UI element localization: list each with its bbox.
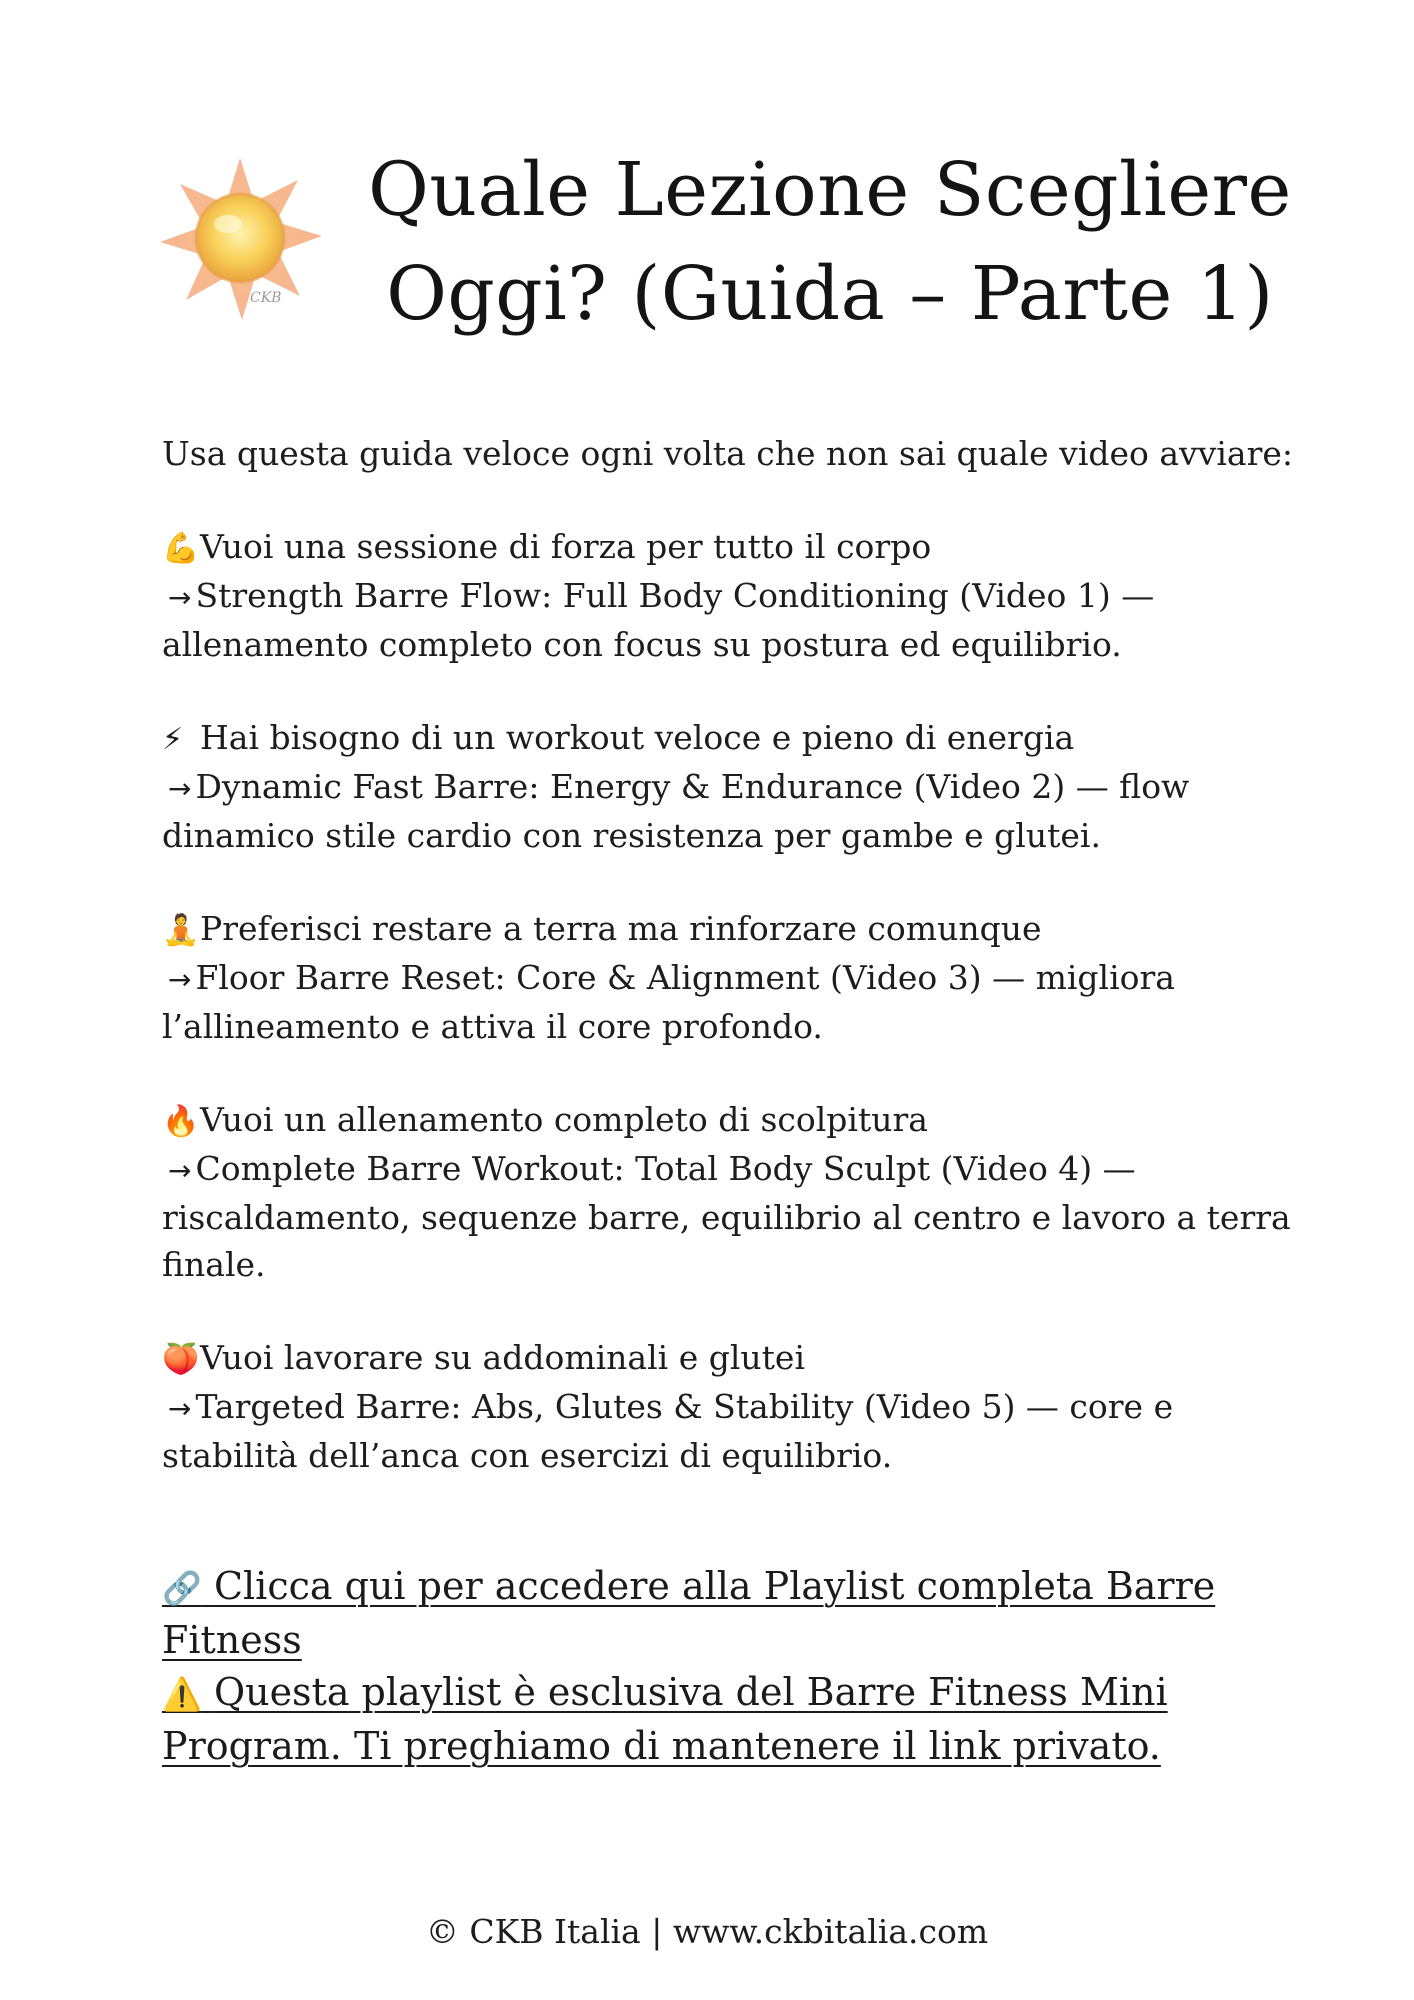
- link-icon: 🔗: [162, 1569, 202, 1607]
- title-line-1: Quale Lezione Scegliere: [368, 147, 1292, 233]
- warning-icon: ⚠️: [162, 1675, 202, 1713]
- footer-copyright: © CKB Italia | www.ckbitalia.com: [425, 1912, 989, 1951]
- item-question: Hai bisogno di un workout veloce e pieno di energia: [200, 718, 1075, 757]
- flexed-biceps-icon: 💪: [162, 531, 200, 566]
- fire-icon: 🔥: [162, 1104, 200, 1139]
- arrow-right-icon: →: [168, 581, 192, 614]
- logo-signature: CKB: [250, 290, 282, 306]
- item-answer: Targeted Barre: Abs, Glutes & Stability (Video 5) — core e stabilità dell’anca con esercizi di equilibrio.: [162, 1387, 1174, 1475]
- playlist-section: [162, 1560, 1262, 1772]
- peach-icon: 🍑: [162, 1342, 200, 1377]
- page-title: [360, 138, 1300, 346]
- intro-text: Usa questa guida veloce ogni volta che non sai quale video avviare:: [162, 434, 1293, 473]
- item-question: Vuoi una sessione di forza per tutto il corpo: [200, 527, 932, 566]
- item-question: Preferisci restare a terra ma rinforzare comunque: [200, 909, 1042, 948]
- playlist-link[interactable]: [162, 1564, 1215, 1662]
- guide-item-5: [162, 1334, 1302, 1479]
- guide-item-1: [162, 523, 1302, 668]
- privacy-warning: [162, 1670, 1168, 1768]
- arrow-right-icon: →: [168, 963, 192, 996]
- guide-content: [162, 430, 1302, 1525]
- item-answer: Strength Barre Flow: Full Body Conditioning (Video 1) — allenamento completo con focus su postura ed equilibrio.: [162, 576, 1155, 664]
- item-answer: Complete Barre Workout: Total Body Sculpt (Video 4) — riscaldamento, sequenze barre, equilibrio al centro e lavoro a terra finale.: [162, 1149, 1291, 1284]
- lightning-icon: ⚡: [162, 722, 184, 757]
- title-line-2: Oggi? (Guida – Parte 1): [386, 251, 1274, 337]
- arrow-right-icon: →: [168, 1392, 192, 1425]
- guide-item-4: [162, 1096, 1302, 1288]
- meditation-icon: 🧘: [162, 913, 200, 948]
- arrow-right-icon: →: [168, 772, 192, 805]
- item-question: Vuoi un allenamento completo di scolpitura: [200, 1100, 928, 1139]
- arrow-right-icon: →: [168, 1154, 192, 1187]
- item-answer: Dynamic Fast Barre: Energy & Endurance (Video 2) — flow dinamico stile cardio con resistenza per gambe e glutei.: [162, 767, 1190, 855]
- playlist-link-text: Clicca qui per accedere alla Playlist completa Barre Fitness: [162, 1564, 1216, 1662]
- item-answer: Floor Barre Reset: Core & Alignment (Video 3) — migliora l’allineamento e attiva il core profondo.: [162, 958, 1175, 1046]
- item-question: Vuoi lavorare su addominali e glutei: [200, 1338, 806, 1377]
- privacy-warning-text: Questa playlist è esclusiva del Barre Fitness Mini Program. Ti preghiamo di mantenere il link privato.: [162, 1670, 1168, 1768]
- sun-logo-icon: [150, 150, 330, 330]
- guide-item-3: [162, 905, 1302, 1050]
- guide-item-2: [162, 714, 1302, 859]
